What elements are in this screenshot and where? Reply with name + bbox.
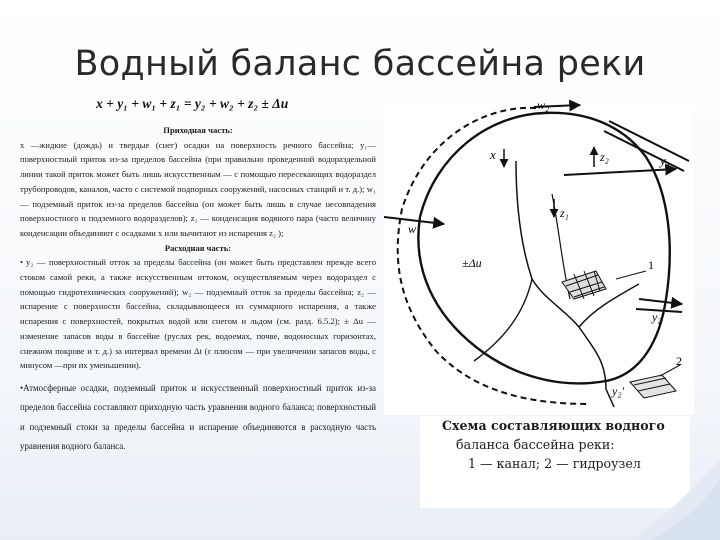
caption-line-3: 1 — канал; 2 — гидроузел (468, 456, 641, 471)
bullet: • (20, 382, 24, 393)
tributary (474, 279, 532, 361)
label-y2-bottom: y₂′ (612, 384, 625, 398)
summary-paragraph (20, 379, 376, 457)
income-heading: Приходная часть: (163, 125, 233, 135)
label-1: 1 (648, 258, 654, 272)
label-z2: z₂ (600, 150, 609, 164)
basin-diagram-svg (384, 99, 694, 415)
watershed-boundary (418, 113, 669, 384)
dam-structure (630, 375, 676, 398)
label-delta-u: ±Δu (462, 256, 482, 270)
label-w1: w₁ (408, 222, 421, 236)
caption-line-1: Схема составляющих водного (442, 418, 665, 433)
outcome-text: y₂ — поверхностный отток за пределы бассейна (он может быть представлен прежде всего стоком самой реки, а также искусственным оттоком, осуществляемым через водораздел с помощью гидротехнических сооружений); w₂ — подземный отток за пределы бассейна; z₂ — испарение с поверхности бассейна, складывающееся из суммарного испарения, а также испарения с поверхностей, покрытых водой или снегом и льдом (см. разд. 6.5.2); ± Δu — изменение запасов воды в бассейне (руслах рек, водоемах, почве, водоносных горизонтах, снежном покрове и т. д.) за интервал времени Δt (с плюсом — при увеличении запасов воды, с минусом —при их уменьшении). (20, 257, 376, 371)
income-text: x —жидкие (дождь) и твердые (снег) осадки на поверхность речного бассейна; y₁— поверхностный приток из-за пределов бассейна (при правильно проведенной водораздельной линии такой приток может быть лишь искусственным — с помощью пересекающих водораздел трубопроводов, каналов, часто с системой подпорных сооружений, насосных станций и т. д.); w₁ — подземный приток из-за пределов бассейна (он может быть лишь в случае несовпадения поверхностного и подземного водоразделов); z₁ — конденсация водяного пара (часто величину конденсации объединяют с осадками x или вычитают из испарения z₂ ); (20, 139, 376, 238)
corner-decoration (630, 460, 720, 540)
canal-1 (609, 121, 689, 161)
water-balance-equation: x + y₁ + w₁ + z₁ = y₂ + w₂ + z₂ ± Δu (96, 96, 289, 111)
outcome-heading: Расходная часть: (164, 242, 232, 253)
label-y1: y₁ (660, 153, 671, 168)
summary-text: Атмосферные осадки, подземный приток и искусственный поверхностный приток из-за пределов бассейна составляют приходную часть уравнения водного баланса; поверхностный и подземный стоки за пределы бассейна и испарение объединяются в расходную часть уравнения водного баланса. (20, 382, 376, 452)
slide-title: Водный баланс бассейна реки (74, 44, 646, 84)
label-x: x (490, 147, 496, 162)
label-y2-right: y₂′ (652, 310, 665, 324)
label-w2: w₂ (537, 99, 550, 112)
label-z1: z₁ (560, 206, 569, 220)
caption-line-2: баланса бассейна реки: (456, 437, 615, 452)
outcome-paragraph (20, 255, 376, 373)
text-column (20, 123, 376, 457)
basin-diagram (384, 99, 694, 415)
bullet: • (20, 257, 24, 268)
label-2: 2 (676, 354, 682, 368)
